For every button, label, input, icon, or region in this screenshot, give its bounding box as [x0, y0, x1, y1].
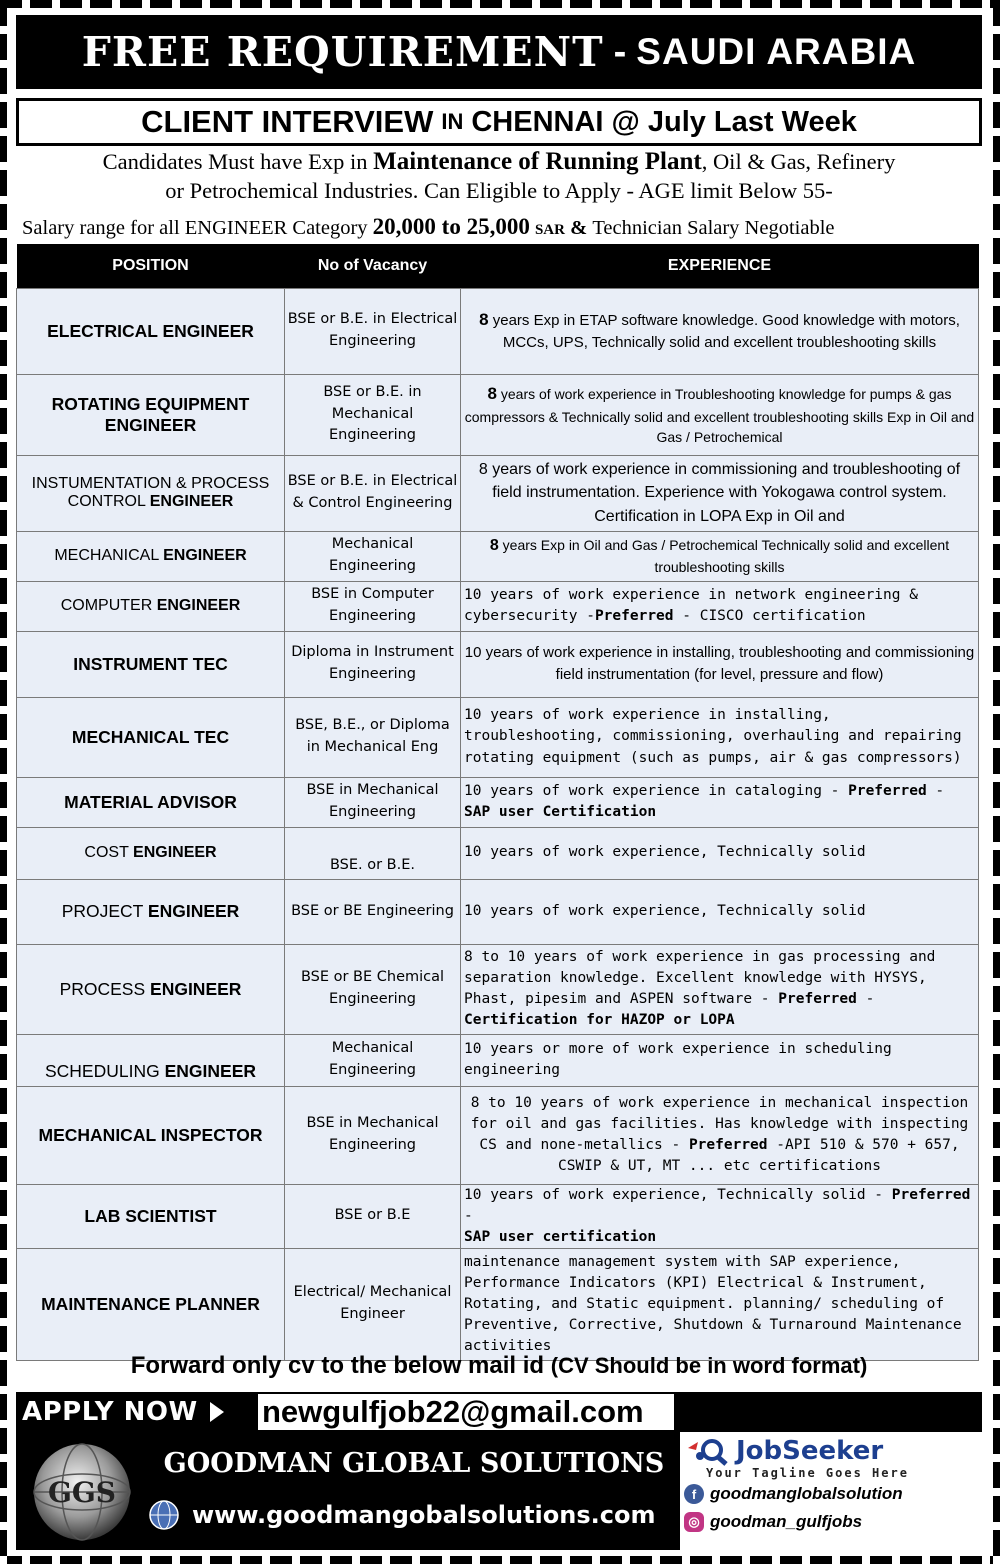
experience-cell: 8 to 10 years of work experience in gas processing and separation knowledge. Excellent knowledge with HYSYS, Phast, pipesim and ASPEN software - Preferred - Certification for HAZOP or LOPA — [461, 944, 979, 1034]
right-border — [993, 0, 1000, 1564]
experience-cell: 10 years of work experience in installing, troubleshooting, commissioning, overhauling and repairing rotating equipment (such as pumps, air & gas compressors) — [461, 697, 979, 777]
magnifier-icon — [686, 1436, 730, 1466]
title-banner — [16, 15, 982, 89]
top-border — [0, 0, 1000, 8]
facebook-handle: goodmanglobalsolution — [710, 1484, 903, 1503]
experience-cell: 10 years of work experience in cataloging - Preferred - SAP user Certification — [461, 777, 979, 827]
globe-icon — [142, 1500, 186, 1530]
position-cell: PROCESS ENGINEER — [17, 944, 285, 1034]
bottom-border — [0, 1556, 1000, 1564]
left-border — [0, 0, 7, 1564]
vacancy-cell: Mechanical Engineering — [285, 1034, 461, 1086]
position-cell: MAINTENANCE PLANNER — [17, 1248, 285, 1360]
experience-cell: 10 years or more of work experience in scheduling engineering — [461, 1034, 979, 1086]
position-cell: INSTUMENTATION & PROCESS CONTROL ENGINEER — [17, 455, 285, 531]
experience-cell: 8 years Exp in ETAP software knowledge. Good knowledge with motors, MCCs, UPS, Technically solid and excellent troubleshooting skills — [461, 288, 979, 374]
table-row — [17, 944, 979, 1034]
requirement-highlight: Maintenance of Running Plant — [373, 148, 702, 175]
website-url: www.goodmangobalsolutions.com — [192, 1501, 656, 1529]
table-row — [17, 777, 979, 827]
experience-cell: 10 years of work experience, Technically solid — [461, 827, 979, 879]
interview-label: CLIENT INTERVIEW — [141, 104, 434, 139]
experience-cell: 8 years of work experience in Troubleshooting knowledge for pumps & gas compressors & Technically solid and excellent troubleshooting skills Exp in Oil and Gas / Petrochemical — [461, 374, 979, 455]
table-row — [17, 1086, 979, 1184]
email-link[interactable] — [258, 1394, 674, 1430]
column-header-position: POSITION — [17, 244, 285, 288]
table-row — [17, 1248, 979, 1360]
position-cell: MECHANICAL INSPECTOR — [17, 1086, 285, 1184]
position-cell: COST ENGINEER — [17, 827, 285, 879]
forward-instruction: Forward only cv to the below mail id (CV Should be in word format) — [130, 1352, 868, 1379]
company-name: GOODMAN GLOBAL SOLUTIONS — [163, 1448, 665, 1479]
table-row — [17, 827, 979, 879]
experience-cell: 8 to 10 years of work experience in mechanical inspection for oil and gas facilities. Has knowledge with inspecting CS and none-metallics - Preferred -API 510 & 570 + 657, CSWIP & UT, MT ... etc certifications — [461, 1086, 979, 1184]
position-cell: SCHEDULING ENGINEER — [17, 1034, 285, 1086]
experience-cell: 10 years of work experience in network engineering & cybersecurity -Preferred - CISCO certification — [461, 581, 979, 631]
instagram-link[interactable] — [684, 1512, 862, 1532]
vacancy-cell: BSE or BE Chemical Engineering — [285, 944, 461, 1034]
vacancy-cell: Electrical/ Mechanical Engineer — [285, 1248, 461, 1360]
facebook-link[interactable] — [684, 1484, 903, 1504]
table-row — [17, 879, 979, 944]
requirement-line-1: Candidates Must have Exp in Maintenance of Running Plant, Oil & Gas, Refinery — [102, 148, 896, 175]
vacancy-cell: BSE, B.E., or Diploma in Mechanical Eng — [285, 697, 461, 777]
vacancy-cell: Mechanical Engineering — [285, 531, 461, 581]
logo-letters: GGS — [47, 1476, 117, 1509]
vacancy-cell: BSE. or B.E. — [285, 827, 461, 879]
apply-now-label: APPLY NOW — [22, 1397, 198, 1427]
position-cell: COMPUTER ENGINEER — [17, 581, 285, 631]
vacancy-cell: BSE in Computer Engineering — [285, 581, 461, 631]
experience-cell: 10 years of work experience, Technically solid - Preferred - SAP user certification — [461, 1184, 979, 1248]
position-cell: MECHANICAL TEC — [17, 697, 285, 777]
interview-in: IN — [441, 109, 464, 134]
position-cell: MATERIAL ADVISOR — [17, 777, 285, 827]
website-link[interactable] — [142, 1500, 655, 1530]
jobseeker-tagline: Your Tagline Goes Here — [706, 1466, 909, 1480]
position-cell: MECHANICAL ENGINEER — [17, 531, 285, 581]
table-row — [17, 455, 979, 531]
table-row — [17, 1184, 979, 1248]
vacancy-cell: Diploma in Instrument Engineering — [285, 631, 461, 697]
experience-cell: 8 years Exp in Oil and Gas / Petrochemical Technically solid and excellent troubleshooting skills — [461, 531, 979, 581]
table-header-row — [17, 244, 979, 288]
salary-currency: SAR — [534, 222, 565, 238]
salary-range: 20,000 to 25,000 — [372, 214, 530, 239]
experience-cell: maintenance management system with SAP experience, Performance Indicators (KPI) Electrical & Instrument, Rotating, and Static equipment. planning/ scheduling of Preventive, Corrective, Shutdown & Turnaround Maintenance activities — [461, 1248, 979, 1360]
cv-format-note: (CV Should be in word format) — [550, 1353, 868, 1378]
apply-now-button[interactable] — [22, 1394, 224, 1430]
title-country: SAUDI ARABIA — [636, 31, 917, 72]
vacancy-cell: BSE or B.E. in Mechanical Engineering — [285, 374, 461, 455]
table-row — [17, 697, 979, 777]
vacancy-table — [16, 244, 979, 1361]
table-row — [17, 374, 979, 455]
vacancy-cell: BSE or B.E. in Electrical Engineering — [285, 288, 461, 374]
interview-location: CHENNAI @ July Last Week — [471, 105, 857, 138]
email-address: newgulfjob22@gmail.com — [262, 1394, 644, 1429]
position-cell: ELECTRICAL ENGINEER — [17, 288, 285, 374]
position-cell: ROTATING EQUIPMENT ENGINEER — [17, 374, 285, 455]
vacancy-cell: BSE or B.E — [285, 1184, 461, 1248]
instagram-icon: ◎ — [684, 1512, 704, 1532]
table-row — [17, 581, 979, 631]
facebook-icon: f — [684, 1484, 704, 1504]
experience-cell: 10 years of work experience, Technically solid — [461, 879, 979, 944]
jobseeker-logo — [686, 1436, 883, 1466]
table-row — [17, 288, 979, 374]
table-row — [17, 631, 979, 697]
salary-line: Salary range for all ENGINEER Category 20,000 to 25,000 SAR & Technician Salary Negotiable — [22, 214, 835, 239]
vacancy-cell: BSE or B.E. in Electrical & Control Engineering — [285, 455, 461, 531]
title-separator: - — [613, 30, 627, 73]
position-cell: LAB SCIENTIST — [17, 1184, 285, 1248]
requirement-line-2: or Petrochemical Industries. Can Eligible to Apply - AGE limit Below 55- — [165, 178, 833, 203]
jobseeker-name: JobSeeker — [736, 1436, 884, 1466]
position-cell: PROJECT ENGINEER — [17, 879, 285, 944]
vacancy-cell: BSE in Mechanical Engineering — [285, 1086, 461, 1184]
vacancy-cell: BSE in Mechanical Engineering — [285, 777, 461, 827]
vacancy-cell: BSE or BE Engineering — [285, 879, 461, 944]
table-row — [17, 1034, 979, 1086]
play-arrow-icon — [210, 1402, 224, 1422]
table-row — [17, 531, 979, 581]
column-header-experience: EXPERIENCE — [461, 244, 979, 288]
experience-cell: 10 years of work experience in installing, troubleshooting and commissioning field instrumentation (for level, pressure and flow) — [461, 631, 979, 697]
interview-banner — [16, 98, 982, 146]
experience-cell: 8 years of work experience in commissioning and troubleshooting of field instrumentation. Experience with Yokogawa control system. Certification in LOPA Exp in Oil and — [461, 455, 979, 531]
position-cell: INSTRUMENT TEC — [17, 631, 285, 697]
instagram-handle: goodman_gulfjobs — [710, 1512, 863, 1531]
company-globe-logo — [22, 1440, 140, 1544]
column-header-vacancy: No of Vacancy — [285, 244, 461, 288]
title-main: FREE REQUIREMENT — [81, 28, 604, 76]
